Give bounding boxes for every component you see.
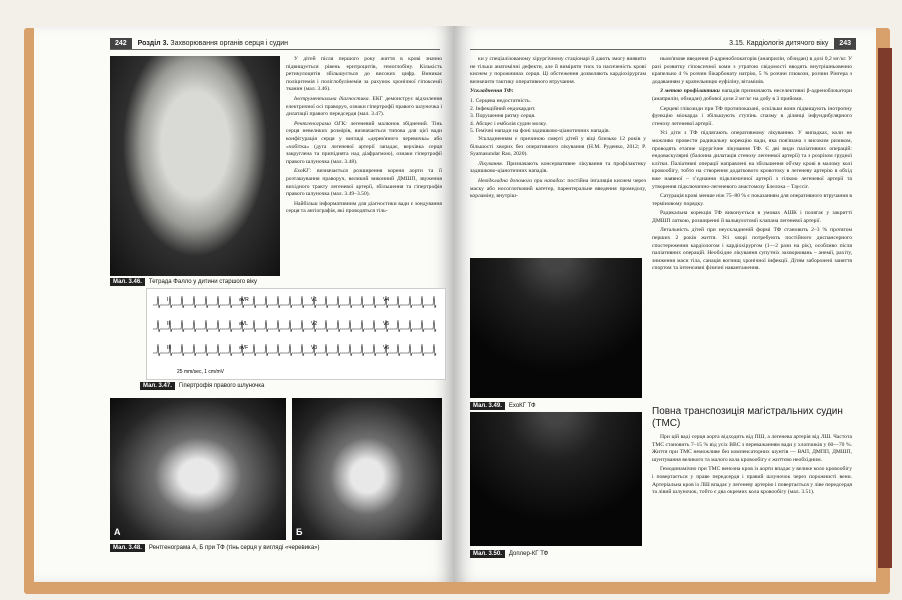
ecg-lead-label: V3: [311, 345, 318, 351]
figure-3-48-caption: Мал. 3.48. Рентгенограма А, Б при ТФ (тінь серця у вигляді «черевика»): [110, 544, 450, 552]
right-header-title: 3.15. Кардіологія дитячого віку: [729, 40, 829, 47]
treatment-paragraph: Лікування. Призначають консервативне лікування та профілактику задишково-ціанотичних нападів.: [470, 160, 646, 175]
figure-3-49-caption: Мал. 3.49. ЕхоКГ ТФ: [470, 402, 640, 410]
complication-item: 2. Інфекційний ендокардит.: [470, 105, 536, 112]
ecg-traces: [153, 296, 436, 356]
complication-item: 1. Серцева недостатність.: [470, 97, 531, 104]
ecg-lead-label: V4: [383, 297, 390, 303]
header-rule: [110, 49, 440, 50]
left-text-column: [286, 56, 442, 306]
complications-list: [470, 98, 646, 136]
xray-a-label: А: [114, 527, 121, 537]
complications-title: Ускладнення ТФ:: [470, 88, 514, 95]
ecg-lead-label: V6: [383, 345, 390, 351]
left-paragraph-4: ЕхоКГ: визначається розширення кореня аорти та її розташування праворуч, великий виконний ДМШП, звуження вихідного тракту легеневої артерії, збільшення та гіпертрофія правого шлуночка (мал. 3.49–3.50).: [286, 168, 443, 198]
ecg-lead-label: aVL: [239, 321, 248, 327]
ecg-lead-label: III: [167, 345, 172, 351]
figure-3-47-caption: Мал. 3.47. Гіпертрофія правого шлуночка: [140, 382, 400, 390]
urgent-paragraph: Невідкладна допомога при нападах: постійна інгаляція киснем через маску або носоглотковий катетер, парентеральне введення промедолу, корламіну, внутріш-: [470, 177, 646, 200]
left-paragraph-1: У дітей після першого року життя в крові значно підвищується рівень еритроцитів, гемоглобіну. Кількість ретикулоцитів збільшується до високих цифр. Виникає поліцитемія і поліглобулінемія за рахунок хронічної гіпоксемії тканин (мал. 3.46).: [286, 56, 442, 93]
ecg-lead-label: aVF: [239, 345, 249, 351]
left-paragraph-3: Рентгенограма ОГК: легеневий малюнок збіднений. Тінь серця невеликих розмірів, визначається типова для цієї вади конфігурація серця у вигляді «дерев'яного черевичка» або «чобітка» (дуга легеневої артерії западає, верхівка серця закруглена та припіднята над діафрагмою), ознаки гіпертрофії правого шлуночка (мал. 3.48).: [286, 120, 442, 165]
right-col2-paragraph-5: Сатурація крові менше ніж 75–80 % є показанням для оперативного втручання в терміновому порядку.: [652, 193, 852, 207]
right-header-rule: [470, 49, 855, 50]
ecg-lead-label: V5: [383, 321, 390, 327]
right-col1-paragraph-1: ки у спеціалізованому хірургічному стаціонарі й дають змогу виявити не тільки анатомічні дефекти, але й виміряти тиск та насиченість крові киснем у порожнинах серця. Ці обстеження дозволяють кардіохірургам визначити тактику оперативного втручання.: [470, 56, 646, 85]
complication-item: 4. Абсцес і емболія судин мозку.: [470, 120, 547, 127]
right-col2-paragraph-3: Серцеві глікозиди при ТФ протипоказані, оскільки вони підвищують інотропну функцію міокарда і збільшують ступінь спазму в ділянці інфундибулярного стенозу легеневої артерії.: [652, 105, 852, 127]
xray-a: [110, 398, 286, 540]
chapter-title: Захворювання органів серця і судин: [170, 40, 288, 47]
figure-3-46-caption: Мал. 3.46. Тетрада Фалло у дитини старшого віку: [110, 278, 310, 286]
complication-item: 3. Порушення ритму серця.: [470, 113, 536, 120]
right-col1-paragraph-2: Ускладненням є причиною смерті дітей у віці близько 12 років у більшості хворих без оперативного лікування (Н.М. Руденко, 2012; P. Syamasundar Rao, 2020).: [470, 135, 646, 158]
tms-paragraph-1: При цій ваді серця аорта відходить від ПШ, а легенева артерія від ЛШ. Частота ТМС становить 7–15 % від усіх ВВС з переважанням вади у хлопчиків у 60—70 %. Життя при ТМС неможливе без компенсаторних шунтів — ВАП, ДМПП, ДМШП, шунтування великого та малого кола кровообігу є життєво необхідним.: [652, 434, 852, 463]
right-col1-text: [470, 56, 646, 256]
open-book: [14, 18, 890, 592]
prophylaxis-paragraph: З метою профілактики нападів призначають неселективні β-адреноблокатори (анаприлін, обзидан) добової дози 2 мг/кг на добу в 3 прийоми.: [652, 88, 852, 102]
left-page-number: 242: [110, 38, 132, 50]
ecg-trace-row: [153, 296, 436, 308]
ecg-lead-label: II: [167, 321, 170, 327]
xray-b: [292, 398, 442, 540]
section-title: Повна транспозиція магістральних судин (ТМС): [652, 406, 843, 429]
ecg-lead-label: V1: [311, 297, 318, 303]
cover-edge: [878, 48, 892, 568]
ecg-scale-label: 25 mm/sec, 1 cm/mV: [177, 369, 224, 375]
right-col2-text: [652, 56, 852, 404]
ecg-trace-row: [153, 320, 436, 332]
tms-text: [652, 434, 852, 574]
xray-b-label: Б: [296, 527, 303, 537]
doppler-image: [470, 412, 642, 546]
right-col2-paragraph-1: ньом'язове введення β-адреноблокаторів (анаприлін, обзидан) в дозі 0,2 мг/кг. У разі розвитку гіпоксичної коми з утратою свідомості вводять внутрішньовенно крапельно 4 % розчин бікарбонату натрію, 5 % розчин глюкози, розчин Рінгера з додаванням у крапельницю еуфіліну, вітамінів.: [652, 56, 852, 85]
right-col2-paragraph-6: Радикальна корекція ТФ виконується в умовах АШК і полягає у закритті ДМШП латкою, розширенні й вальвулотомії клапана легеневої артерії.: [652, 210, 852, 224]
right-col2-paragraph-7: Летальність дітей при неускладненій формі ТФ становить 2–3 % протягом перших 2 років життя. Усі хворі потребують постійного диспансерного спостереження кардіологом і кардіохірургом (1—2 рази на рік), особливо після паліативних операцій. Необхідне лікування супутніх захворювань – анемії, рахіту, зниження маси тіла, санація вогнищ хронічної інфекції. Дітям заборонені заняття спортом та інтенсивні фізичні навантаження.: [652, 227, 852, 272]
child-photo: [110, 56, 280, 276]
figure-3-50-caption: Мал. 3.50. Доплер-КГ ТФ: [470, 550, 640, 558]
ecg-lead-label: V2: [311, 321, 318, 327]
ecg-trace-row: [153, 344, 436, 356]
echo-image: [470, 258, 642, 398]
right-page-number: 243: [834, 38, 856, 50]
ecg-lead-label: I: [167, 297, 169, 303]
left-paragraph-5: Найбільш інформативним для діагностики вади є зондування серця та ангіографія, які проводяться тіль-: [286, 200, 442, 215]
tms-paragraph-2: Гемодинамічно при ТМС венозна кров із аорти впадає у велике коло кровообігу і повертається у праве передсердя і правий шлуночок через порожнисті вени. Артеріальна кров із ЛШ впадає у легеневу артерію і повертається у ліве передсердя та лівий шлуночок, тобто є два окремих кола кровообігу (мал. 3.51).: [652, 466, 852, 496]
chapter-label: Розділ 3.: [137, 40, 169, 47]
right-col2-paragraph-4: Усі діти з ТФ підлягають оперативному лікуванню. У випадках, коли не можливо провести радикальну корекцію вади, яка пов'язана з високим ризиком, проводять етапне хірургічне лікування ТФ. Є дві види паліативних операцій: ендоваскулярні (балонна дилатація стенозу легеневої артерії) та з розрізом грудної клітки. Паліативні операції направлені на збільшення об'єму крові в малому колі кровообігу, тобто на створення додаткового кровотоку в легеневу артерію в обхід вже наявної – з’єднання підключичної артерії з гілкою легеневої артерії та утворення підключично-легеневого анастомозу Блелока – Тауссіг.: [652, 130, 852, 190]
ecg-strip: [146, 288, 446, 380]
left-paragraph-2: Інструментальна діагностика. ЕКГ демонструє відхилення електричної осі праворуч, ознаки гіпертрофії правого шлуночка і дилатації правого передсердя (мал. 3.47).: [286, 95, 443, 118]
ecg-lead-label: aVR: [239, 297, 249, 303]
right-page: [454, 26, 876, 582]
complication-item: 5. Гемічні напади на фоні задишково-ціанотичних нападів.: [470, 128, 610, 135]
left-page: [34, 26, 454, 582]
